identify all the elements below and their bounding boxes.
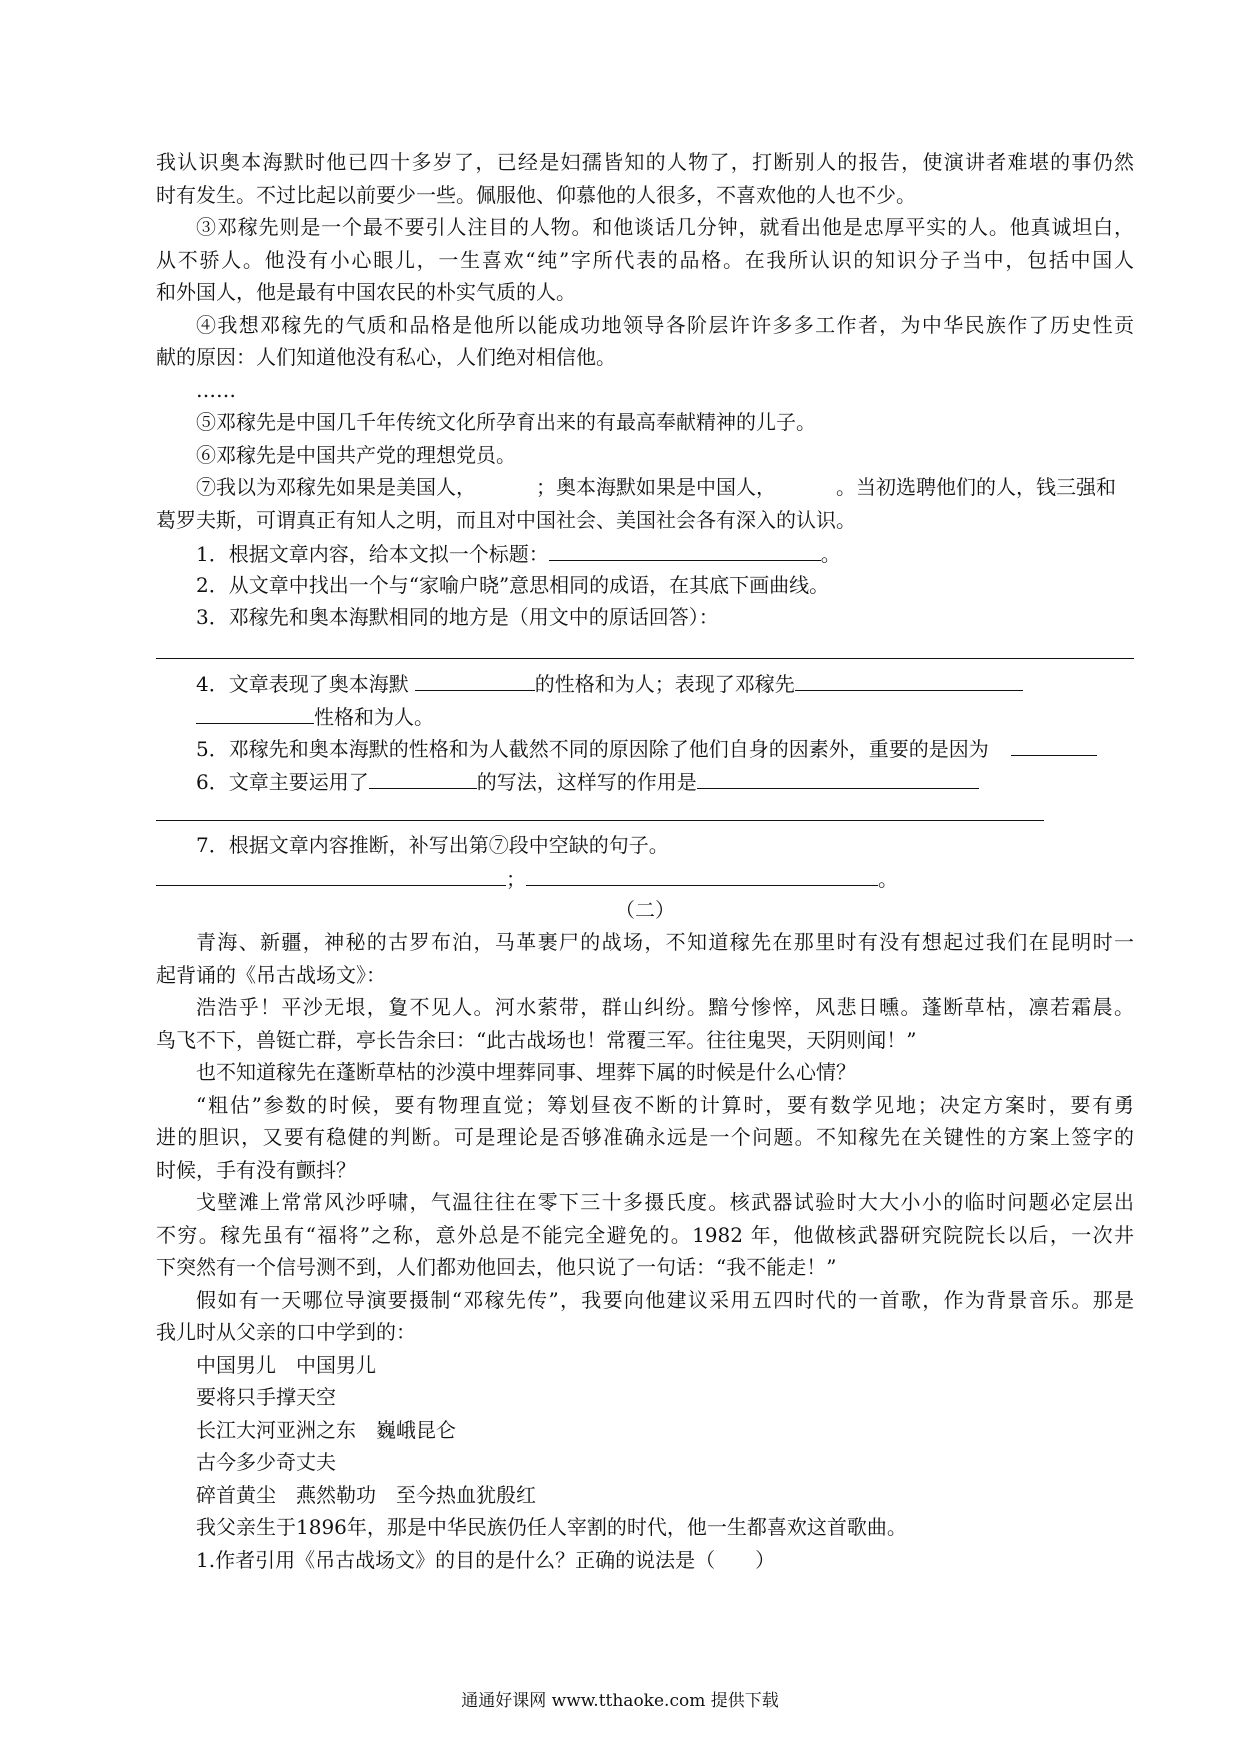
song-line: 中国男儿 中国男儿 bbox=[196, 1352, 376, 1377]
section-2-paragraph-5: 戈壁滩上常常风沙呼啸，气温往往在零下三十多摄氏度。核武器试验时大大小小的临时问题必定层出 bbox=[196, 1190, 1134, 1214]
section-2-paragraph-1: 青海、新疆，神秘的古罗布泊，马革裹尸的战场，不知道稼先在那里时有没有想起过我们在昆明时一 bbox=[196, 930, 1134, 954]
question-1 bbox=[156, 536, 1134, 569]
ellipsis: …… bbox=[196, 377, 236, 402]
paragraph-4: ④我想邓稼先的气质和品格是他所以能成功地领导各阶层许许多多工作者，为中华民族作了历史性贡 bbox=[196, 312, 1134, 337]
passage-line: 进的胆识，又要有稳健的判断。可是理论是否够准确永远是一个问题。不知稼先在关键性的方案上签字的 bbox=[156, 1125, 1134, 1149]
question-7-answer-line bbox=[156, 861, 1134, 894]
question-3-answer-blank[interactable] bbox=[156, 634, 1134, 659]
question-4-blank-3[interactable] bbox=[196, 699, 314, 724]
song-line: 要将只手撑天空 bbox=[196, 1385, 336, 1409]
passage-line: 时有发生。不过比起以前要少一些。佩服他、仰慕他的人很多，不喜欢他的人也不少。 bbox=[156, 182, 916, 207]
section-2-heading: （二） bbox=[615, 897, 675, 922]
passage-line: 和外国人，他是最有中国农民的朴实气质的人。 bbox=[156, 280, 576, 304]
question-6-answer-line bbox=[156, 796, 1134, 829]
question-1-text: 1．根据文章内容，给本文拟一个标题： bbox=[196, 542, 549, 566]
p7-part-b: ；奥本海默如果是中国人， bbox=[536, 475, 776, 499]
question-5 bbox=[156, 731, 1134, 764]
paragraph-3: ③邓稼先则是一个最不要引人注目的人物。和他谈话几分钟，就看出他是忠厚平实的人。他真诚坦白， bbox=[196, 215, 1134, 239]
section-2-question-1: 1.作者引用《吊古战场文》的目的是什么？正确的说法是（ ） bbox=[196, 1547, 776, 1572]
question-1-end: 。 bbox=[820, 542, 841, 566]
document-page bbox=[156, 146, 1134, 1576]
question-6-text-b: 的写法，这样写的作用是 bbox=[476, 769, 697, 794]
passage-line: 鸟飞不下，兽铤亡群，亭长告余曰：“此古战场也！常覆三军。往往鬼哭，天阴则闻！” bbox=[156, 1027, 917, 1052]
question-3: 3．邓稼先和奥本海默相同的地方是（用文中的原话回答）： bbox=[196, 605, 719, 629]
p7-part-a: ⑦我以为邓稼先如果是美国人， bbox=[196, 475, 476, 499]
question-5-blank[interactable] bbox=[1011, 731, 1097, 756]
song-line: 古今多少奇丈夫 bbox=[196, 1450, 336, 1474]
p7-part-c: 。当初选聘他们的人，钱三强和 bbox=[836, 475, 1116, 499]
page-footer: 通通好课网 www.tthaoke.com 提供下载 bbox=[461, 1691, 779, 1711]
question-6-text-a: 6．文章主要运用了 bbox=[196, 769, 369, 794]
question-4 bbox=[156, 666, 1134, 699]
question-7-separator: ； bbox=[506, 867, 526, 891]
question-6-blank-1[interactable] bbox=[369, 764, 477, 789]
song-line: 碎首黄尘 燕然勒功 至今热血犹殷红 bbox=[196, 1482, 536, 1507]
question-2: 2．从文章中找出一个与“家喻户晓”意思相同的成语，在其底下画曲线。 bbox=[196, 572, 830, 597]
passage-line: 我认识奥本海默时他已四十多岁了，已经是妇孺皆知的人物了，打断别人的报告，使演讲者难堪的事仍然 bbox=[156, 150, 1134, 174]
question-4-blank-2[interactable] bbox=[795, 666, 1023, 691]
question-4-text-c: 性格和为人。 bbox=[314, 704, 434, 729]
section-2-paragraph-3: 也不知道稼先在蓬断草枯的沙漠中埋葬同事、埋葬下属的时候是什么心情？ bbox=[196, 1060, 856, 1084]
question-5-text: 5．邓稼先和奥本海默的性格和为人截然不同的原因除了他们自身的因素外，重要的是因为 bbox=[196, 737, 989, 761]
question-4-blank-1[interactable] bbox=[415, 666, 535, 691]
question-7-end: 。 bbox=[878, 867, 898, 891]
question-4-text-b: 的性格和为人；表现了邓稼先 bbox=[534, 672, 795, 696]
section-2-quote: 浩浩乎！平沙无垠，夐不见人。河水萦带，群山纠纷。黯兮惨悴，风悲日曛。蓬断草枯，凛若霜晨。 bbox=[196, 995, 1134, 1019]
section-2-paragraph-7: 我父亲生于1896年，那是中华民族仍任人宰割的时代，他一生都喜欢这首歌曲。 bbox=[196, 1515, 907, 1539]
paragraph-6: ⑥邓稼先是中国共产党的理想党员。 bbox=[196, 442, 516, 467]
song-line: 长江大河亚洲之东 巍峨昆仑 bbox=[196, 1417, 456, 1442]
question-1-answer-blank[interactable] bbox=[549, 536, 821, 561]
question-3-answer-line[interactable] bbox=[156, 634, 1134, 667]
passage-line: 不穷。稼先虽有“福将”之称，意外总是不能完全避免的。1982 年，他做核武器研究院院长以后，一次井 bbox=[156, 1222, 1134, 1247]
passage-line: 时候，手有没有颤抖？ bbox=[156, 1157, 356, 1182]
paragraph-5: ⑤邓稼先是中国几千年传统文化所孕育出来的有最高奉献精神的儿子。 bbox=[196, 410, 816, 434]
paragraph-7 bbox=[156, 471, 1134, 504]
question-7-blank-2[interactable] bbox=[526, 861, 878, 886]
question-6-blank-3[interactable] bbox=[156, 796, 1044, 821]
passage-line: 从不骄人。他没有小心眼儿，一生喜欢“纯”字所代表的品格。在我所认识的知识分子当中，包括中国人 bbox=[156, 247, 1134, 272]
question-7: 7．根据文章内容推断，补写出第⑦段中空缺的句子。 bbox=[196, 832, 669, 857]
section-2-paragraph-4: “粗估”参数的时候，要有物理直觉；筹划昼夜不断的计算时，要有数学见地；决定方案时，要有勇 bbox=[196, 1092, 1134, 1117]
passage-line: 葛罗夫斯，可谓真正有知人之明，而且对中国社会、美国社会各有深入的认识。 bbox=[156, 507, 856, 532]
question-6-blank-2[interactable] bbox=[697, 764, 979, 789]
passage-line: 下突然有一个信号测不到，人们都劝他回去，他只说了一句话：“我不能走！” bbox=[156, 1255, 837, 1279]
question-4-text-a: 4．文章表现了奥本海默 bbox=[196, 672, 409, 696]
question-6 bbox=[156, 764, 1134, 797]
question-7-blank-1[interactable] bbox=[156, 861, 506, 886]
passage-line: 起背诵的《吊古战场文》： bbox=[156, 962, 386, 987]
passage-line: 献的原因：人们知道他没有私心，人们绝对相信他。 bbox=[156, 345, 616, 369]
passage-line: 我儿时从父亲的口中学到的： bbox=[156, 1320, 416, 1344]
section-2-paragraph-6: 假如有一天哪位导演要摄制“邓稼先传”，我要向他建议采用五四时代的一首歌，作为背景音乐。那是 bbox=[196, 1287, 1134, 1312]
question-4-cont bbox=[156, 699, 1134, 732]
